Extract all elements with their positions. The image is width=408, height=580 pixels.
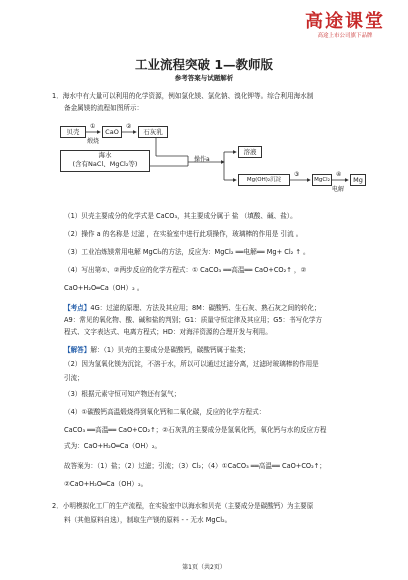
kaodian-line-1 — [64, 304, 394, 313]
page-footer: 第1页（共2页） — [182, 564, 226, 571]
step-4-marker: ④ — [336, 171, 342, 178]
jieda-line-8: 故答案为：（1）盐；（2）过滤；引流；（3）Cl₂；（4）①CaCO₃ ══高温══ CaO+CO₂↑； — [64, 462, 326, 470]
mgcl2-box: MgCl₂ — [312, 174, 332, 186]
question-1-line-2: 备金属镁的流程如图所示： — [64, 104, 144, 112]
question-part-4-cont: CaO+H₂O═Ca（OH）₂ 。 — [64, 284, 144, 292]
calcine-label: 煅烧 — [87, 138, 100, 145]
jieda-line-6: CaCO₃ ══高温══ CaO+CO₂↑；②石灰乳的主要成分是氢氧化钙，氧化钙与水的反应方程 — [64, 426, 327, 434]
question-part-4: （4）写出第①、②两步反应的化学方程式：① CaCO₃ ══高温══ CaO+CO₂↑ ，② — [64, 266, 307, 274]
jieda-line-5: （4）①碳酸钙高温煅烧得到氧化钙和二氧化碳，反应的化学方程式： — [64, 408, 266, 416]
brand-logo — [304, 12, 386, 40]
step-2-marker: ② — [126, 123, 132, 130]
jieda-line-1 — [64, 346, 394, 355]
page-title: 工业流程突破 1—教师版 — [134, 57, 274, 72]
logo-sub-text: 高途上市公司旗下品牌 — [317, 33, 373, 39]
jieda-line-3: 引流； — [64, 374, 84, 382]
cao-box: CaO — [102, 126, 122, 138]
operation-a-label: 操作a — [194, 156, 210, 163]
jieda-tag: 【解答】 — [64, 346, 91, 354]
logo-main-text: 高途课堂 — [305, 11, 385, 32]
jieda-line-4: （3）根据元素守恒可知产物还有氯气； — [64, 390, 181, 398]
precipitate-box: Mg(OH)₂沉淀 — [238, 174, 290, 186]
question-part-3: （3）工业冶炼镁常用电解 MgCl₂的方法，反应为：MgCl₂ ══电解══ Mg+ Cl₂ ↑ 。 — [64, 248, 310, 256]
solution-box: 溶液 — [238, 146, 262, 158]
jieda-text-1: 解：（1）贝壳的主要成分是碳酸钙，碳酸钙属于盐类； — [90, 346, 250, 354]
kaodian-text-1: 4G：过滤的原理、方法及其应用；8M：碳酸钙、生石灰、熟石灰之间的转化； — [90, 304, 321, 312]
lime-milk-box: 石灰乳 — [138, 126, 168, 138]
kaodian-line-3: 程式、文字表达式、电离方程式；HD：对海洋资源的合理开发与利用。 — [64, 328, 272, 336]
question-part-2: （2）操作 a 的名称是 过滤 ，在实验室中进行此项操作，玻璃棒的作用是 引流 。 — [64, 230, 303, 238]
step-1-marker: ① — [90, 123, 96, 130]
electrolysis-label: 电解 — [332, 186, 345, 193]
process-flow-diagram — [60, 122, 380, 204]
question-1-line-1: 1．海水中有大量可以利用的化学资源，例如氯化镁、氯化钠、溴化钾等。综合利用海水制 — [52, 92, 314, 100]
question-2-line-1: 2．小明模拟化工厂的生产流程，在实验室中以海水和贝壳（主要成分是碳酸钙）为主要原 — [52, 502, 314, 510]
question-2-line-2: 料（其他原料自选），制取生产镁的原料 - - 无水 MgCl₂。 — [64, 516, 232, 524]
step-3-marker: ③ — [294, 171, 300, 178]
seawater-label: 海水 — [98, 151, 112, 159]
jieda-line-9: ②CaO+H₂O═Ca（OH）₂。 — [64, 480, 148, 488]
jieda-line-2: （2）因为氢氧化镁为沉淀，不溶于水，所以可以通过过滤分离，过滤时玻璃棒的作用是 — [64, 360, 319, 368]
page-subtitle: 参考答案与试题解析 — [174, 74, 234, 82]
seawater-contents: (含有NaCl、MgCl₂等) — [72, 160, 138, 168]
mg-box: Mg — [350, 174, 366, 186]
seawater-box — [60, 150, 150, 172]
kaodian-line-2: A9：常见的氧化物、酸、碱和盐的判别；G1：质量守恒定律及其应用；G5：书写化学方 — [64, 316, 323, 324]
jieda-line-7: 式为：CaO+H₂O═Ca（OH）₂。 — [64, 442, 162, 450]
question-part-1: （1）贝壳主要成分的化学式是 CaCO₃，其主要成分属于 盐 （填酸、碱、盐）。 — [64, 212, 297, 220]
shell-box: 贝壳 — [60, 126, 86, 138]
kaodian-tag: 【考点】 — [64, 304, 91, 312]
